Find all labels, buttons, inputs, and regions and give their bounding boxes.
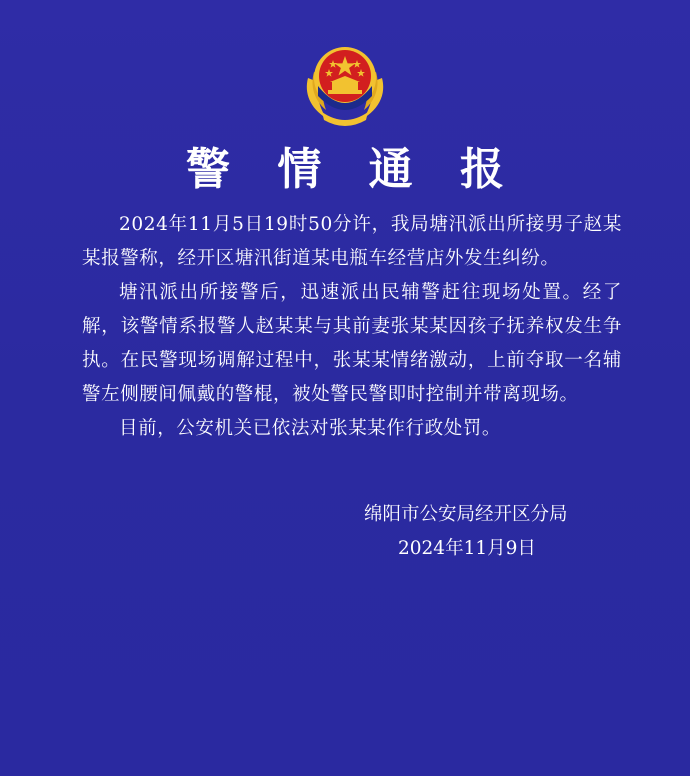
- notice-paragraph-3: 目前，公安机关已依法对张某某作行政处罚。: [119, 418, 502, 439]
- signature-organization: 绵阳市公安局经开区分局: [364, 504, 568, 525]
- police-emblem-icon: [300, 38, 390, 128]
- notice-title: 警 情 通 报: [186, 144, 520, 195]
- notice-paragraph-2: 塘汛派出所接警后，迅速派出民辅警赶往现场处置。经了解，该警情系报警人赵某某与其前妻张某某因孩子抚养权发生争执。在民警现场调解过程中，张某某情绪激动，上前夺取一名辅警左侧腰间佩戴的警棍，被处警民警即时控制并带离现场。: [82, 282, 622, 405]
- notice-body: [82, 208, 622, 446]
- signature-date: 2024年11月9日: [398, 538, 536, 559]
- notice-paragraph-1: 2024年11月5日19时50分许，我局塘汛派出所接男子赵某某报警称，经开区塘汛街道某电瓶车经营店外发生纠纷。: [82, 214, 622, 269]
